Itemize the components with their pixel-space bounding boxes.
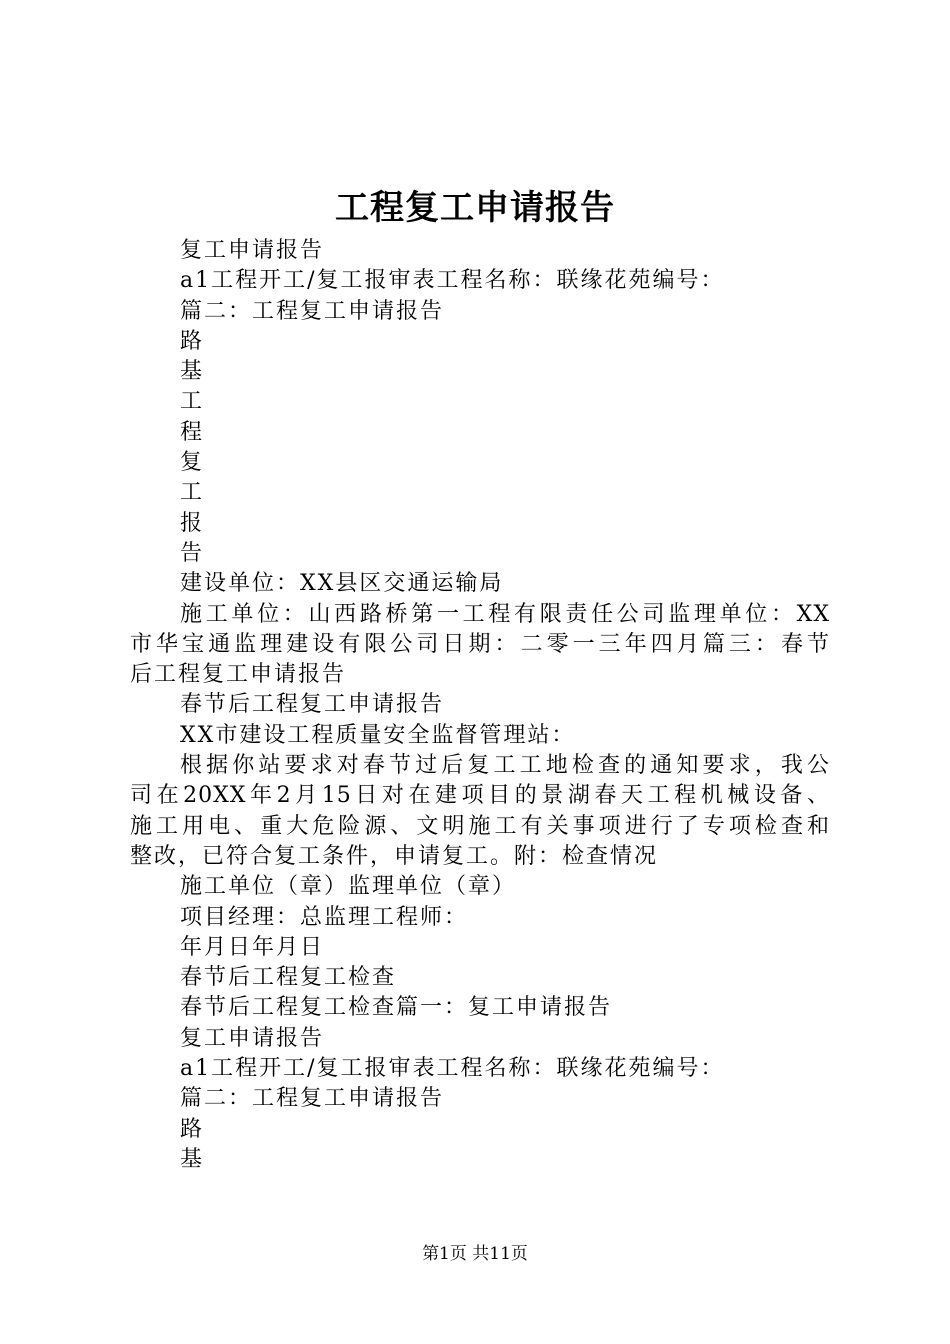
- text-line: 复: [180, 450, 205, 476]
- text-line: 路: [180, 328, 205, 354]
- page-footer: 第1页 共11页: [422, 1244, 528, 1264]
- text-line: 项目经理：总监理工程师：: [180, 904, 469, 930]
- text-line: 春节后工程复工检查: [180, 965, 397, 991]
- text-line: 市华宝通监理建设有限公司日期：二零一三年四月篇三：春节: [130, 631, 830, 657]
- text-line: 路: [180, 1116, 205, 1142]
- text-line: 春节后工程复工检查篇一：复工申请报告: [180, 995, 613, 1021]
- text-line: 复工申请报告: [180, 238, 325, 263]
- text-line: 施工用电、重大危险源、文明施工有关事项进行了专项检查和: [130, 813, 830, 839]
- text-line: 程: [180, 419, 205, 445]
- page-title: 工程复工申请报告: [335, 188, 615, 228]
- text-line: 年月日年月日: [180, 934, 325, 960]
- text-line: 报: [180, 510, 205, 536]
- text-line: XX市建设工程质量安全监督管理站：: [180, 722, 576, 748]
- text-line: 基: [180, 359, 205, 385]
- text-line: 施工单位：山西路桥第一工程有限责任公司监理单位：XX: [180, 601, 830, 627]
- text-line: a1工程开工/复工报审表工程名称：联缘花苑编号：: [180, 268, 725, 294]
- document-body: [130, 236, 830, 1175]
- text-line: 复工申请报告: [180, 1025, 325, 1051]
- text-line: 工: [180, 480, 205, 506]
- text-line: 根据你站要求对春节过后复工工地检查的通知要求，我公: [180, 753, 830, 779]
- text-line: 整改，已符合复工条件，申请复工。附：检查情况: [130, 843, 659, 869]
- text-line: 篇二：工程复工申请报告: [180, 298, 445, 324]
- text-line: 工: [180, 389, 205, 415]
- text-line: 基: [180, 1146, 205, 1172]
- text-line: 后工程复工申请报告: [130, 662, 347, 688]
- text-line: a1工程开工/复工报审表工程名称：联缘花苑编号：: [180, 1056, 725, 1082]
- text-line: 建设单位：XX县区交通运输局: [180, 571, 504, 597]
- text-line: 告: [180, 540, 205, 566]
- text-line: 春节后工程复工申请报告: [180, 692, 445, 718]
- text-line: 施工单位（章）监理单位（章）: [180, 874, 517, 900]
- text-line: 篇二：工程复工申请报告: [180, 1086, 445, 1112]
- text-line: 司在20XX年2月15日对在建项目的景湖春天工程机械设备、: [130, 783, 830, 809]
